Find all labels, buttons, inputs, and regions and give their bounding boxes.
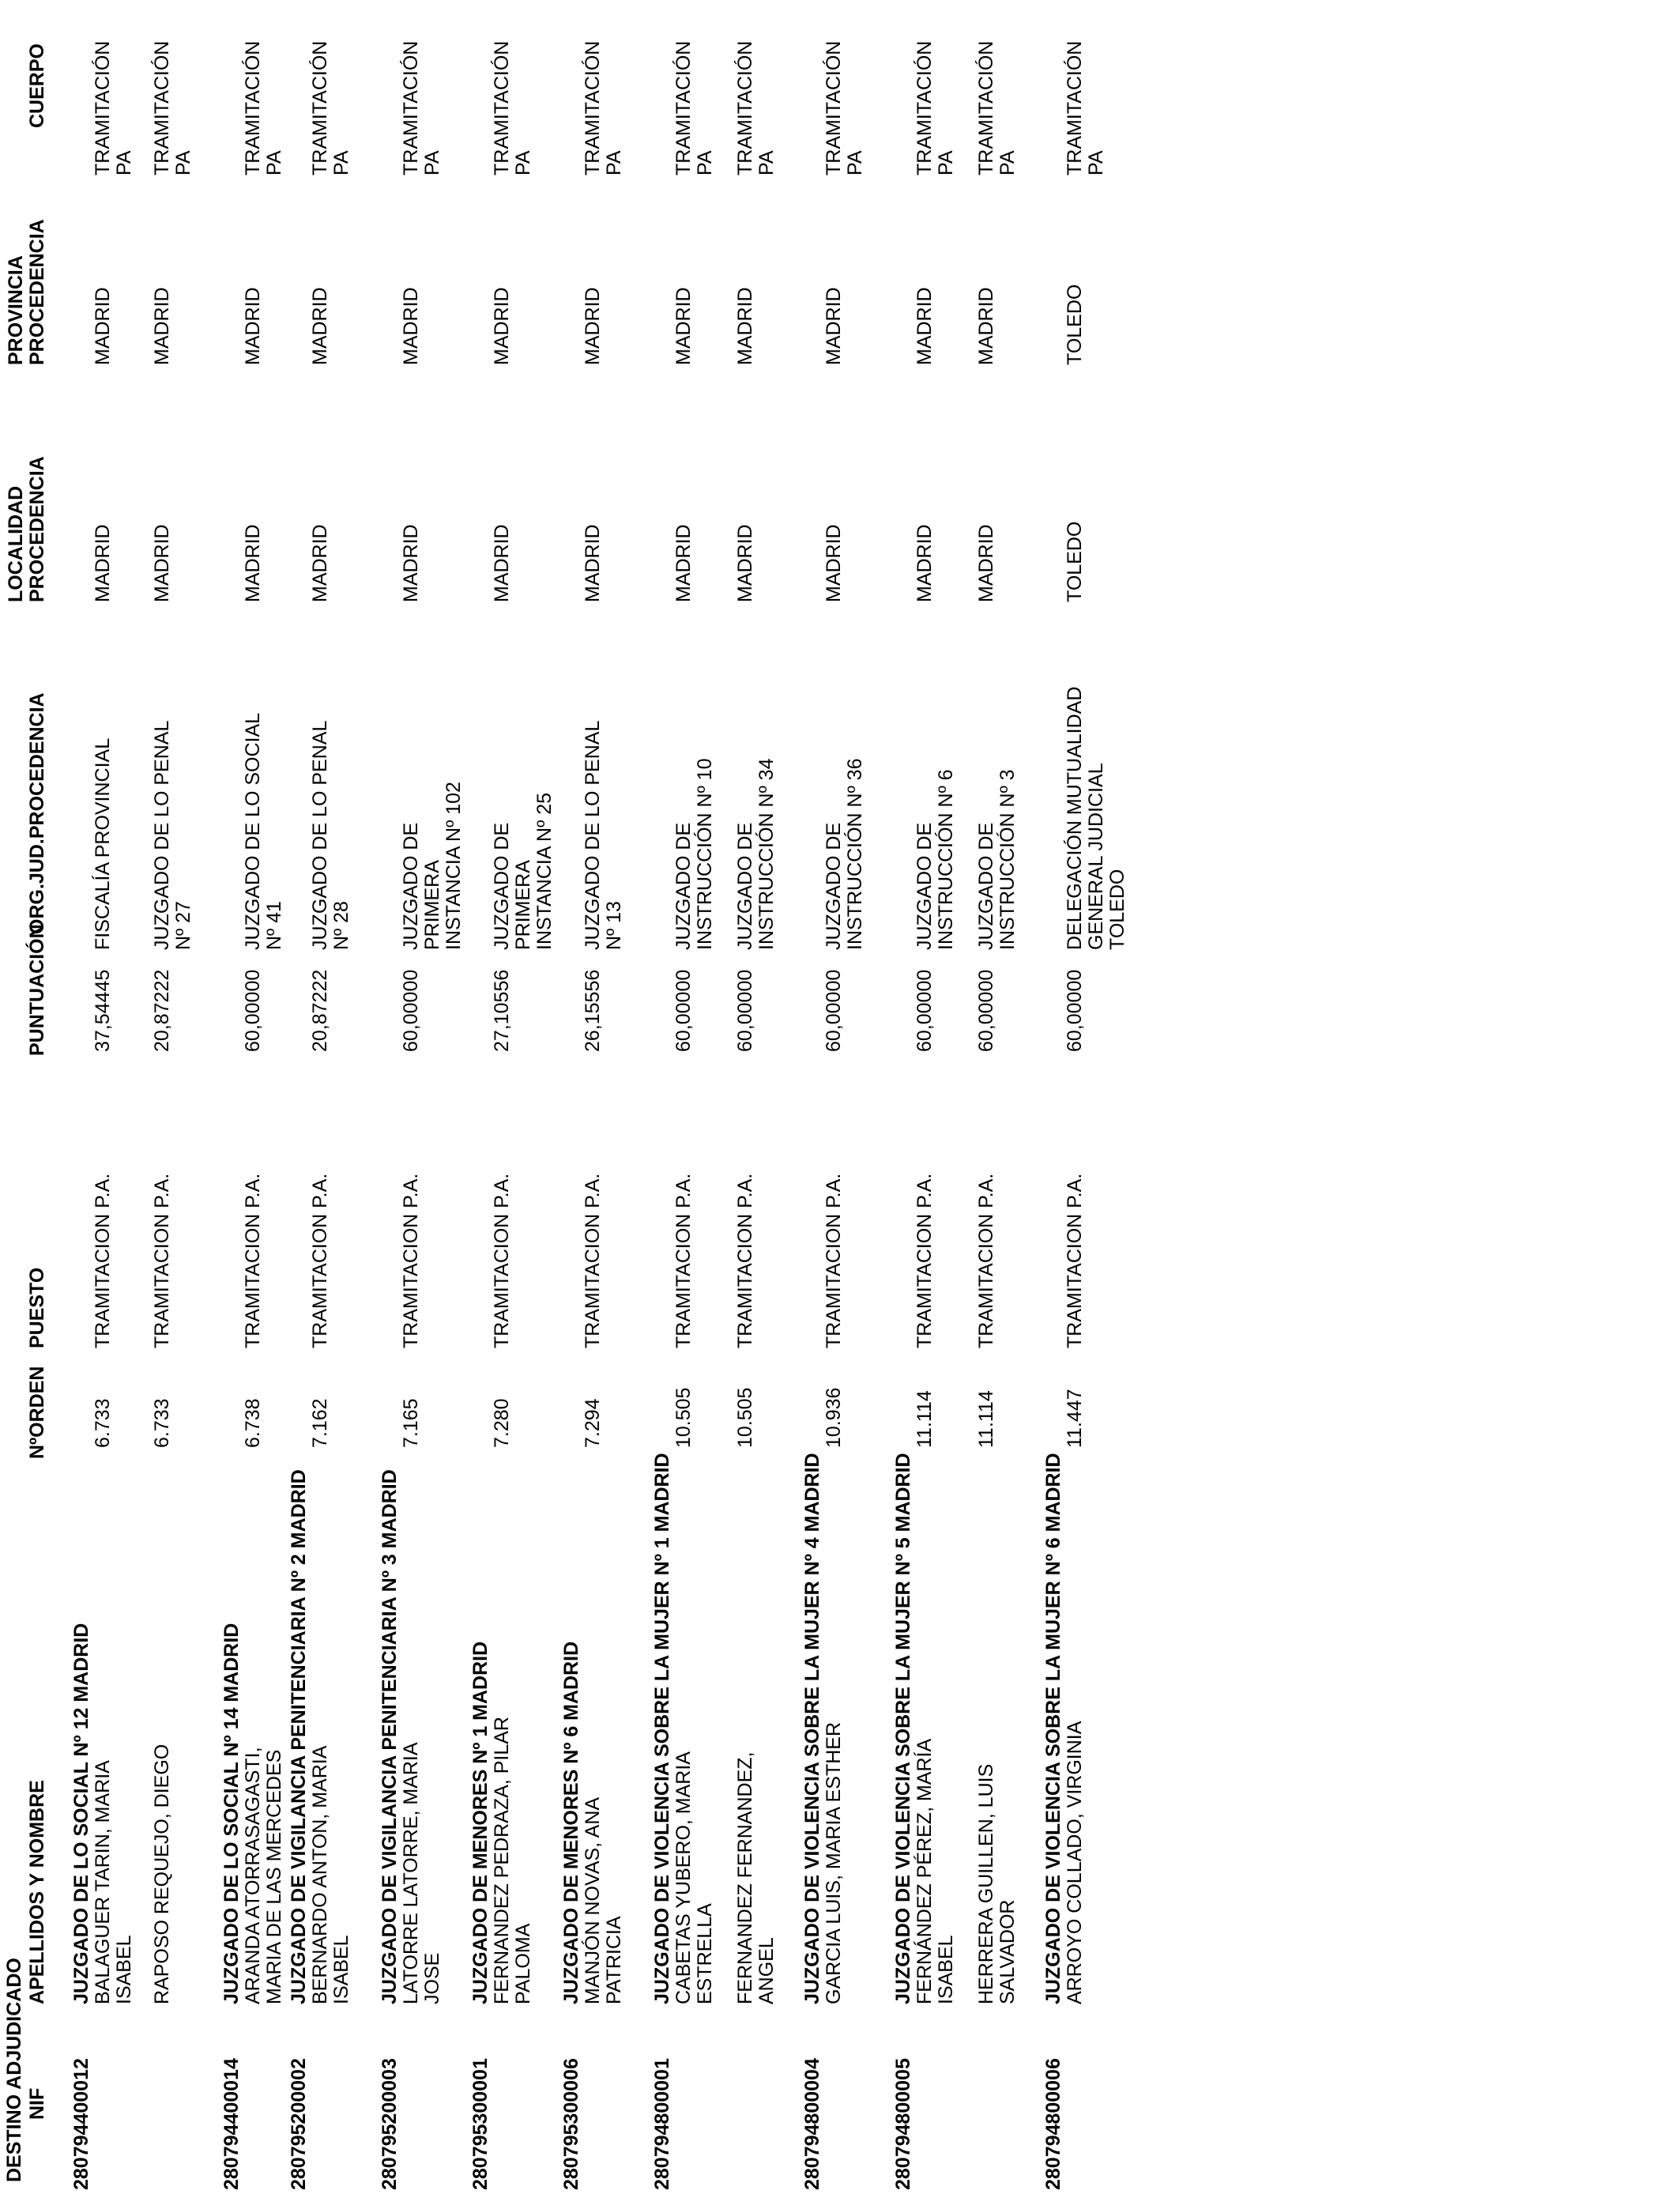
row-localidad: MADRID bbox=[823, 524, 845, 602]
row-nombre: BERNARDO ANTON, MARIA ISABEL bbox=[309, 1747, 352, 2004]
row-puesto: TRAMITACION P.A. bbox=[672, 1173, 695, 1348]
group-destino: JUZGADO DE VIOLENCIA SOBRE LA MUJER Nº 1 MADRID bbox=[651, 1453, 673, 2004]
row-orden: 7.280 bbox=[491, 1398, 513, 1448]
row-org: JUZGADO DE LO SOCIAL Nº 41 bbox=[242, 713, 285, 950]
page-title: DESTINO ADJUDICADO bbox=[3, 1958, 25, 2182]
row-org: JUZGADO DE INSTRUCCIÓN Nº 6 bbox=[913, 769, 957, 950]
row-org: DELEGACIÓN MUTUALIDAD GENERAL JUDICIAL TOLEDO bbox=[1064, 686, 1128, 950]
row-org: JUZGADO DE INSTRUCCIÓN Nº 36 bbox=[823, 758, 866, 950]
row-provincia: MADRID bbox=[151, 287, 173, 365]
row-cuerpo: TRAMITACIÓN PA bbox=[582, 40, 625, 175]
row-cuerpo: TRAMITACIÓN PA bbox=[823, 40, 866, 175]
row-nombre: CABETAS YUBERO, MARIA ESTRELLA bbox=[672, 1752, 716, 2004]
row-provincia: MADRID bbox=[672, 287, 695, 365]
row-orden: 6.738 bbox=[242, 1398, 264, 1448]
row-provincia: MADRID bbox=[400, 287, 422, 365]
header-provincia: PROVINCIA PROCEDENCIA bbox=[5, 219, 48, 365]
row-provincia: MADRID bbox=[92, 287, 114, 365]
row-org: JUZGADO DE INSTRUCCIÓN Nº 10 bbox=[672, 758, 716, 950]
row-localidad: MADRID bbox=[92, 524, 114, 602]
row-puntuacion: 60,00000 bbox=[672, 969, 695, 1052]
group-nif: 280794400012 bbox=[70, 2058, 92, 2190]
row-orden: 6.733 bbox=[151, 1398, 173, 1448]
row-provincia: MADRID bbox=[491, 287, 513, 365]
row-puntuacion: 60,00000 bbox=[913, 969, 936, 1052]
row-cuerpo: TRAMITACIÓN PA bbox=[491, 40, 534, 175]
row-provincia: MADRID bbox=[734, 287, 756, 365]
row-puntuacion: 37,54445 bbox=[92, 969, 114, 1052]
row-cuerpo: TRAMITACIÓN PA bbox=[975, 40, 1019, 175]
row-localidad: MADRID bbox=[582, 524, 604, 602]
row-orden: 6.733 bbox=[92, 1398, 114, 1448]
group-destino: JUZGADO DE VIOLENCIA SOBRE LA MUJER Nº 4 MADRID bbox=[801, 1453, 823, 2004]
row-puesto: TRAMITACION P.A. bbox=[913, 1173, 936, 1348]
row-nombre: RAPOSO REQUEJO, DIEGO bbox=[151, 1744, 173, 2004]
row-localidad: MADRID bbox=[913, 524, 936, 602]
row-puesto: TRAMITACION P.A. bbox=[734, 1173, 756, 1348]
row-nombre: FERNANDEZ PEDRAZA, PILAR PALOMA bbox=[491, 1717, 534, 2004]
header-org: ORG.JUD.PROCEDENCIA bbox=[26, 692, 48, 934]
row-org: JUZGADO DE LO PENAL Nº 13 bbox=[582, 721, 625, 950]
row-provincia: MADRID bbox=[242, 287, 264, 365]
row-cuerpo: TRAMITACIÓN PA bbox=[242, 40, 285, 175]
row-puesto: TRAMITACION P.A. bbox=[1064, 1173, 1086, 1348]
row-puntuacion: 27,10556 bbox=[491, 969, 513, 1052]
row-cuerpo: TRAMITACIÓN PA bbox=[734, 40, 778, 175]
row-orden: 10.936 bbox=[823, 1387, 845, 1448]
header-nif: NIF bbox=[26, 2087, 48, 2120]
row-puntuacion: 60,00000 bbox=[823, 969, 845, 1052]
group-nif: 280794800004 bbox=[801, 2058, 823, 2190]
row-localidad: MADRID bbox=[975, 524, 997, 602]
header-localidad: LOCALIDAD PROCEDENCIA bbox=[5, 456, 48, 602]
row-cuerpo: TRAMITACIÓN PA bbox=[309, 40, 352, 175]
row-orden: 7.294 bbox=[582, 1398, 604, 1448]
row-nombre: ARROYO COLLADO, VIRGINIA bbox=[1064, 1721, 1086, 2004]
row-cuerpo: TRAMITACIÓN PA bbox=[400, 40, 443, 175]
group-nif: 280794800005 bbox=[892, 2058, 914, 2190]
group-nif: 280795300001 bbox=[469, 2058, 492, 2190]
row-puntuacion: 60,00000 bbox=[242, 969, 264, 1052]
group-nif: 280795200002 bbox=[288, 2058, 310, 2190]
row-org: JUZGADO DE LO PENAL Nº 28 bbox=[309, 721, 352, 950]
row-nombre: BALAGUER TARIN, MARIA ISABEL bbox=[92, 1761, 135, 2004]
row-provincia: MADRID bbox=[913, 287, 936, 365]
row-org: JUZGADO DE LO PENAL Nº 27 bbox=[151, 721, 194, 950]
row-puesto: TRAMITACION P.A. bbox=[242, 1173, 264, 1348]
row-cuerpo: TRAMITACIÓN PA bbox=[672, 40, 716, 175]
row-orden: 10.505 bbox=[734, 1387, 756, 1448]
row-puesto: TRAMITACION P.A. bbox=[92, 1173, 114, 1348]
row-orden: 7.162 bbox=[309, 1398, 331, 1448]
row-nombre: FERNANDEZ FERNANDEZ, ANGEL bbox=[734, 1751, 778, 2004]
row-orden: 11.447 bbox=[1064, 1389, 1086, 1448]
header-apellidos: APELLIDOS Y NOMBRE bbox=[26, 1780, 48, 2004]
row-orden: 7.165 bbox=[400, 1398, 422, 1448]
row-puntuacion: 20,87222 bbox=[309, 969, 331, 1052]
group-destino: JUZGADO DE MENORES Nº 6 MADRID bbox=[560, 1641, 582, 2004]
row-org: FISCALÍA PROVINCIAL bbox=[92, 737, 114, 950]
row-puntuacion: 60,00000 bbox=[734, 969, 756, 1052]
group-destino: JUZGADO DE MENORES Nº 1 MADRID bbox=[469, 1641, 492, 2004]
group-nif: 280795200003 bbox=[379, 2058, 401, 2190]
group-nif: 280794800006 bbox=[1042, 2058, 1064, 2190]
header-puesto: PUESTO bbox=[26, 1267, 48, 1348]
group-destino: JUZGADO DE VIGILANCIA PENITENCIARIA Nº 3 MADRID bbox=[379, 1469, 401, 2004]
row-puesto: TRAMITACION P.A. bbox=[582, 1173, 604, 1348]
row-localidad: MADRID bbox=[242, 524, 264, 602]
group-nif: 280794800001 bbox=[651, 2058, 673, 2190]
header-puntuacion: PUNTUACIÓN bbox=[26, 924, 48, 1056]
row-nombre: LATORRE LATORRE, MARIA JOSE bbox=[400, 1743, 443, 2004]
row-org: JUZGADO DE INSTRUCCIÓN Nº 3 bbox=[975, 769, 1019, 950]
row-nombre: HERRERA GUILLEN, LUIS SALVADOR bbox=[975, 1763, 1019, 2004]
group-destino: JUZGADO DE VIGILANCIA PENITENCIARIA Nº 2 MADRID bbox=[288, 1469, 310, 2004]
row-provincia: MADRID bbox=[309, 287, 331, 365]
row-localidad: MADRID bbox=[734, 524, 756, 602]
row-puesto: TRAMITACION P.A. bbox=[309, 1173, 331, 1348]
row-nombre: ARANDA ATORRASAGASTI, MARIA DE LAS MERCEDES bbox=[242, 1747, 285, 2004]
group-destino: JUZGADO DE LO SOCIAL Nº 12 MADRID bbox=[70, 1623, 92, 2004]
row-localidad: MADRID bbox=[491, 524, 513, 602]
row-provincia: MADRID bbox=[823, 287, 845, 365]
row-puesto: TRAMITACION P.A. bbox=[823, 1173, 845, 1348]
group-nif: 280794400014 bbox=[220, 2058, 243, 2190]
group-destino: JUZGADO DE LO SOCIAL Nº 14 MADRID bbox=[220, 1623, 243, 2004]
row-provincia: MADRID bbox=[975, 287, 997, 365]
row-puntuacion: 60,00000 bbox=[400, 969, 422, 1052]
row-nombre: MANJÓN NOVAS, ANA PATRICIA bbox=[582, 1798, 625, 2004]
row-org: JUZGADO DE PRIMERA INSTANCIA Nº 25 bbox=[491, 793, 556, 950]
row-localidad: TOLEDO bbox=[1064, 521, 1086, 602]
row-puesto: TRAMITACION P.A. bbox=[491, 1173, 513, 1348]
row-orden: 10.505 bbox=[672, 1387, 695, 1448]
row-localidad: MADRID bbox=[151, 524, 173, 602]
header-cuerpo: CUERPO bbox=[26, 43, 48, 128]
row-cuerpo: TRAMITACIÓN PA bbox=[913, 40, 957, 175]
row-puntuacion: 26,15556 bbox=[582, 969, 604, 1052]
group-nif: 280795300006 bbox=[560, 2058, 582, 2190]
row-puntuacion: 20,87222 bbox=[151, 969, 173, 1052]
row-orden: 11.114 bbox=[913, 1390, 936, 1448]
row-org: JUZGADO DE INSTRUCCIÓN Nº 34 bbox=[734, 758, 778, 950]
row-puntuacion: 60,00000 bbox=[1064, 969, 1086, 1052]
row-localidad: MADRID bbox=[309, 524, 331, 602]
row-puesto: TRAMITACION P.A. bbox=[151, 1173, 173, 1348]
row-puesto: TRAMITACION P.A. bbox=[400, 1173, 422, 1348]
row-localidad: MADRID bbox=[400, 524, 422, 602]
group-destino: JUZGADO DE VIOLENCIA SOBRE LA MUJER Nº 6 MADRID bbox=[1042, 1453, 1064, 2004]
row-org: JUZGADO DE PRIMERA INSTANCIA Nº 102 bbox=[400, 782, 465, 950]
row-cuerpo: TRAMITACIÓN PA bbox=[151, 40, 194, 175]
group-destino: JUZGADO DE VIOLENCIA SOBRE LA MUJER Nº 5 MADRID bbox=[892, 1453, 914, 2004]
row-localidad: MADRID bbox=[672, 524, 695, 602]
row-puesto: TRAMITACION P.A. bbox=[975, 1173, 997, 1348]
row-cuerpo: TRAMITACIÓN PA bbox=[1064, 40, 1107, 175]
row-puntuacion: 60,00000 bbox=[975, 969, 997, 1052]
row-provincia: MADRID bbox=[582, 287, 604, 365]
row-cuerpo: TRAMITACIÓN PA bbox=[92, 40, 135, 175]
row-orden: 11.114 bbox=[975, 1390, 997, 1448]
row-nombre: GARCIA LUIS, MARIA ESTHER bbox=[823, 1721, 845, 2004]
row-nombre: FERNÁNDEZ PÉREZ, MARÍA ISABEL bbox=[913, 1740, 957, 2004]
header-norden: NºORDEN bbox=[26, 1366, 48, 1459]
row-provincia: TOLEDO bbox=[1064, 284, 1086, 365]
